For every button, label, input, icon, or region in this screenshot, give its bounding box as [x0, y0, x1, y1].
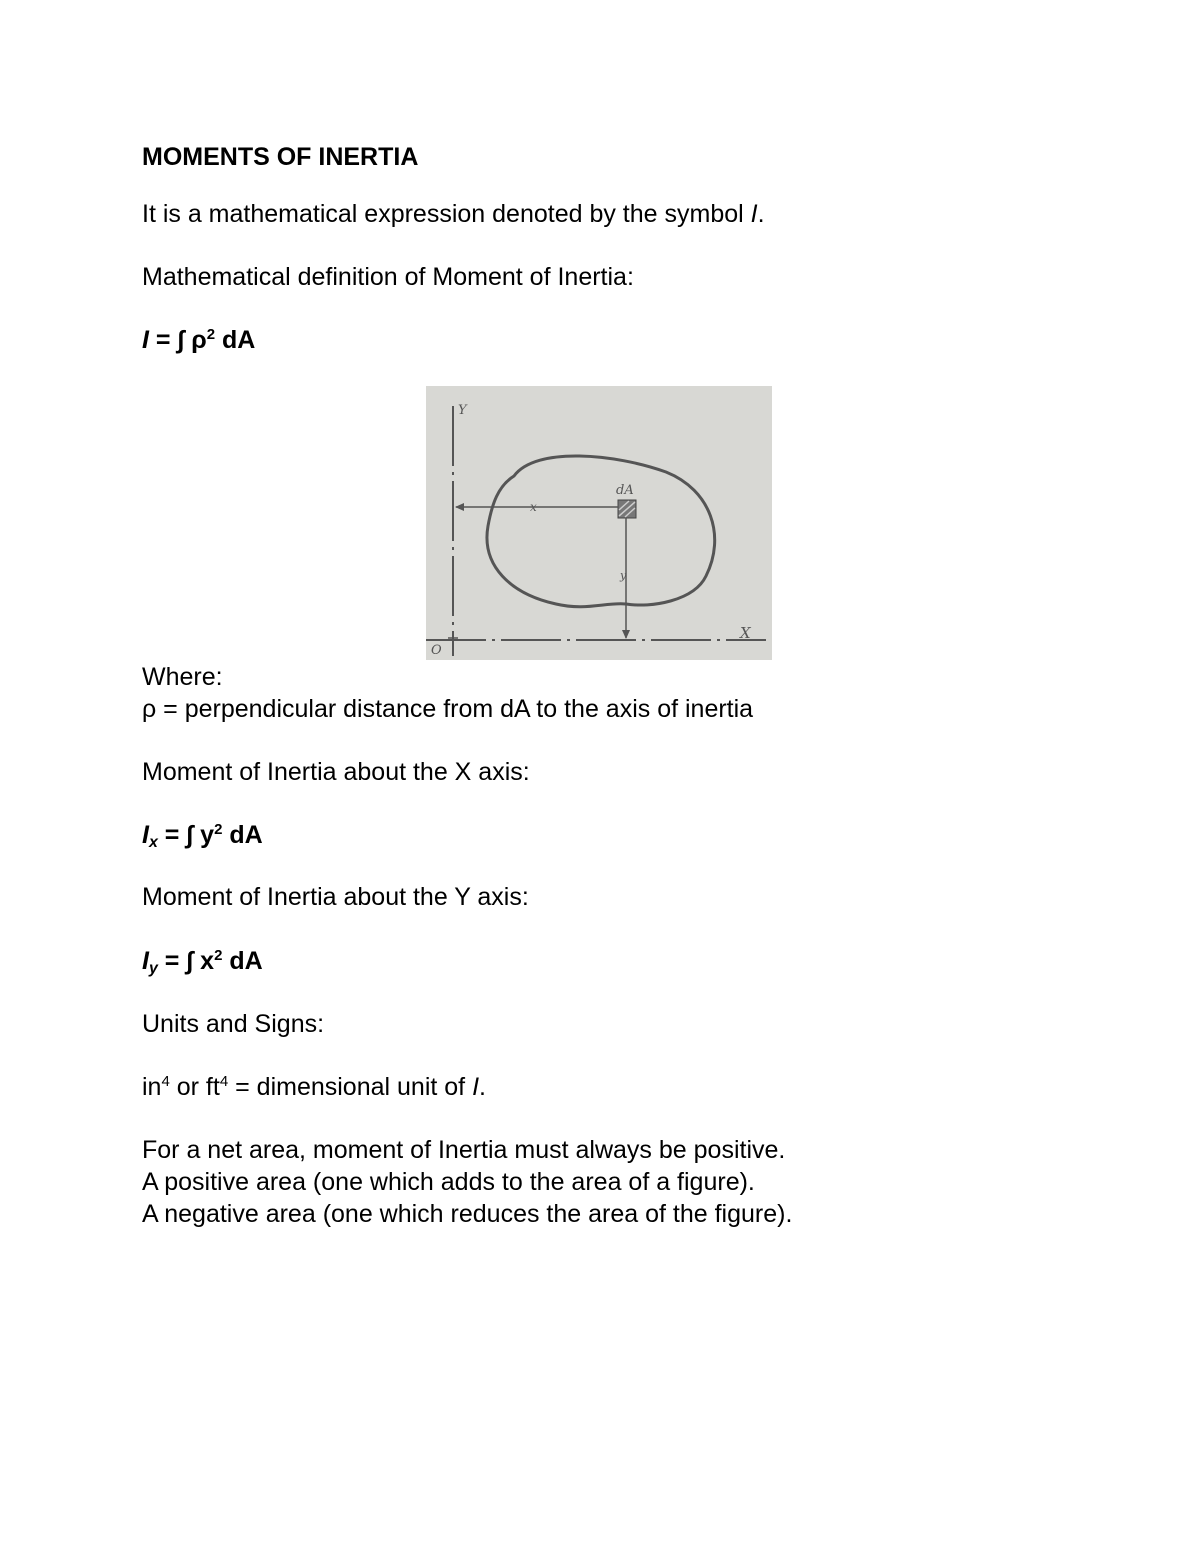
y-dimension-arrow: [622, 630, 630, 639]
units-b-exp: 4: [219, 1073, 229, 1090]
sign-line-positive: A positive area (one which adds to the area of a figure).: [142, 1168, 755, 1196]
x-dimension-arrow: [455, 503, 464, 511]
y-dimension-label: y: [620, 569, 627, 582]
sign-line-net: For a net area, moment of Inertia must always be positive.: [142, 1136, 786, 1164]
formula-y-tail: dA: [222, 947, 263, 975]
intro-symbol: I: [750, 200, 758, 228]
page-title: MOMENTS OF INERTIA: [142, 143, 419, 171]
formula-main-mid: = ∫ ρ: [148, 326, 207, 354]
intro-end: .: [757, 200, 765, 228]
where-label: Where:: [142, 663, 223, 691]
formula-x: [142, 820, 263, 850]
formula-y-exp: 2: [214, 947, 223, 964]
formula-y-mid: = ∫ x: [157, 947, 215, 975]
sign-line-negative: A negative area (one which reduces the area of the figure).: [142, 1200, 793, 1228]
units-a: in: [142, 1073, 162, 1101]
units-heading: Units and Signs:: [142, 1010, 325, 1038]
formula-main-exp: 2: [206, 326, 216, 343]
x-axis-heading: Moment of Inertia about the X axis:: [142, 758, 530, 786]
units-b: or ft: [169, 1073, 220, 1101]
formula-x-sub: x: [148, 834, 158, 851]
units-symbol: I: [472, 1073, 480, 1101]
x-axis-label: X: [740, 624, 751, 642]
origin-label: O: [431, 643, 442, 658]
area-diagram-figure: [426, 386, 772, 660]
intro-text: It is a mathematical expression denoted by the symbol: [142, 200, 751, 228]
formula-main-tail: dA: [215, 326, 256, 354]
y-axis-label: Y: [458, 403, 467, 418]
formula-main: [142, 325, 255, 355]
formula-y-sub: y: [148, 960, 158, 977]
units-a-exp: 4: [161, 1073, 170, 1090]
formula-x-exp: 2: [214, 821, 223, 838]
y-axis-heading: Moment of Inertia about the Y axis:: [142, 883, 529, 911]
formula-main-lhs: I: [142, 326, 149, 354]
units-end: .: [479, 1073, 486, 1101]
rho-definition: ρ = perpendicular distance from dA to the axis of inertia: [142, 695, 754, 723]
formula-x-mid: = ∫ y: [157, 821, 215, 849]
area-diagram: [426, 386, 772, 660]
x-dimension-label: x: [530, 500, 537, 514]
intro-paragraph: [142, 199, 765, 229]
area-outline: [487, 456, 715, 607]
formula-y: [142, 946, 263, 976]
formula-x-tail: dA: [222, 821, 263, 849]
formula-x-lhs: I: [142, 821, 149, 849]
da-label: dA: [616, 483, 634, 498]
formula-y-lhs: I: [142, 947, 149, 975]
units-c: = dimensional unit of: [228, 1073, 473, 1101]
definition-heading: Mathematical definition of Moment of Inertia:: [142, 263, 634, 291]
units-line: [142, 1072, 486, 1102]
